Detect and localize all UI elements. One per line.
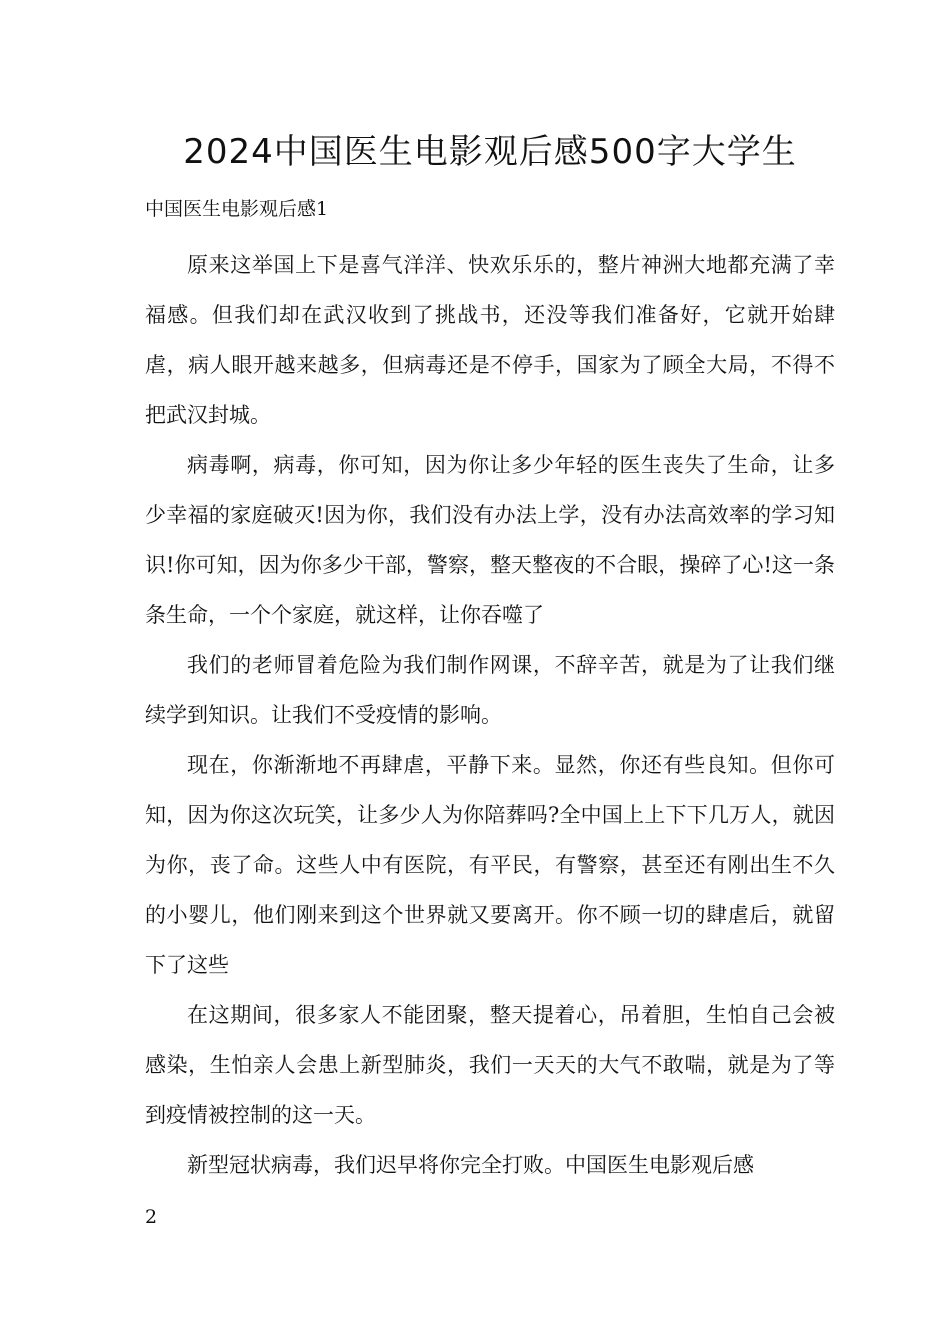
body-paragraph-4: 现在，你渐渐地不再肆虐，平静下来。显然，你还有些良知。但你可知，因为你这次玩笑，让多少人为你陪葬吗?全中国上上下下几万人，就因为你，丧了命。这些人中有医院，有平民，有警察，甚至还有刚出生不久的小婴儿，他们刚来到这个世界就又要离开。你不顾一切的肆虐后，就留下了这些	[145, 753, 835, 977]
document-title: 2024中国医生电影观后感500字大学生	[183, 132, 797, 172]
body-paragraph-3: 我们的老师冒着危险为我们制作网课，不辞辛苦，就是为了让我们继续学到知识。让我们不受疫情的影响。	[145, 653, 835, 727]
body-paragraph-2: 病毒啊，病毒，你可知，因为你让多少年轻的医生丧失了生命，让多少幸福的家庭破灭!因为你，我们没有办法上学，没有办法高效率的学习知识!你可知，因为你多少干部，警察，整天整夜的不合眼，操碎了心!这一条条生命，一个个家庭，就这样，让你吞噬了	[145, 453, 835, 627]
section-heading: 中国医生电影观后感1	[145, 198, 329, 220]
body-paragraph-6: 新型冠状病毒，我们迟早将你完全打败。中国医生电影观后感	[187, 1153, 754, 1177]
document-page	[145, 120, 835, 1232]
section-number-continuation: 2	[145, 1206, 158, 1228]
body-paragraph-5: 在这期间，很多家人不能团聚，整天提着心，吊着胆，生怕自己会被感染，生怕亲人会患上新型肺炎，我们一天天的大气不敢喘，就是为了等到疫情被控制的这一天。	[145, 1003, 835, 1127]
body-paragraph-1: 原来这举国上下是喜气洋洋、快欢乐乐的，整片神洲大地都充满了幸福感。但我们却在武汉收到了挑战书，还没等我们准备好，它就开始肆虐，病人眼开越来越多，但病毒还是不停手，国家为了顾全大局，不得不把武汉封城。	[145, 253, 835, 427]
